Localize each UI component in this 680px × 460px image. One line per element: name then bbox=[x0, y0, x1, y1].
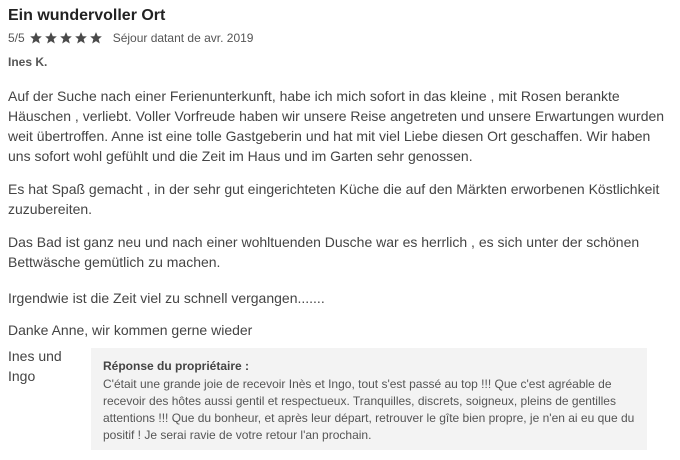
review-title: Ein wundervoller Ort bbox=[8, 7, 166, 24]
star-icon bbox=[74, 31, 88, 45]
star-icon bbox=[29, 31, 43, 45]
star-icon bbox=[59, 31, 73, 45]
review-author: Ines K. bbox=[8, 55, 48, 69]
review-paragraph: Auf der Suche nach einer Ferienunterkunft, habe ich mich sofort in das kleine , mit Rosen berankte Häuschen , verliebt. Voller Vorfreude haben wir unsere Reise angetreten und unsere Erwartungen wurden weit übertroffen. Anne ist eine tolle Gastgeberin und hat mit viel Liebe diesen Ort geschaffen. Wir haben uns sofort wohl gefühlt und die Zeit im Haus und im Garten sehr genossen. bbox=[8, 88, 665, 164]
review-signature: Ines und Ingo bbox=[8, 348, 62, 384]
review-paragraph: Danke Anne, wir kommen gerne wieder bbox=[8, 322, 253, 338]
review-paragraph: Es hat Spaß gemacht , in der sehr gut eingerichteten Küche die auf den Märkten erworbenen Köstlichkeit zuzubereiten. bbox=[8, 181, 660, 217]
owner-reply-text: C'était une grande joie de recevoir Inès et Ingo, tout s'est passé au top !!! Que c'est agréable de recevoir des hôtes aussi gentil et respectueux. Tranquilles, discrets, soigneux, pleins de gentilles attentions !!! Que du bonheur, et après leur départ, retrouver le gîte bien propre, je n'en ai eu que du positif ! Je serai ravie de votre retour l'an prochain. bbox=[103, 377, 635, 442]
rating-score: 5/5 bbox=[8, 31, 25, 45]
rating-row bbox=[8, 31, 253, 45]
star-icon bbox=[44, 31, 58, 45]
review-paragraph: Das Bad ist ganz neu und nach einer wohltuenden Dusche war es herrlich , es sich unter der schönen Bettwäsche gemütlich zu machen. bbox=[8, 234, 640, 270]
owner-reply bbox=[91, 348, 647, 450]
owner-reply-title: Réponse du propriétaire : bbox=[103, 359, 250, 373]
star-icon bbox=[89, 31, 103, 45]
stay-date: Séjour datant de avr. 2019 bbox=[112, 31, 254, 45]
review-paragraph: Irgendwie ist die Zeit viel zu schnell vergangen....... bbox=[8, 290, 325, 306]
rating-stars bbox=[29, 31, 103, 45]
